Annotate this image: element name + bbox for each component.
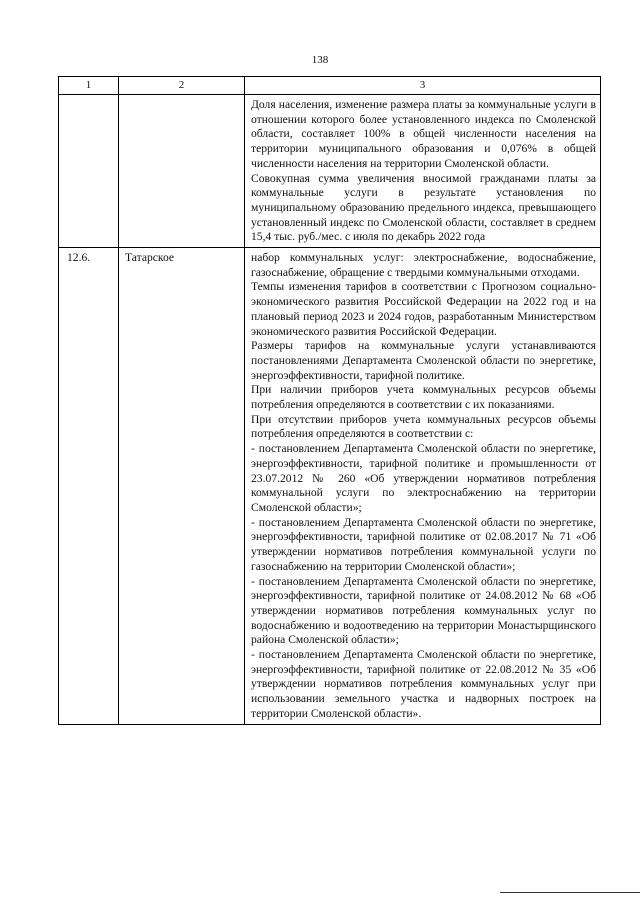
row-name-cell: Татарское: [119, 248, 245, 725]
page-number: 138: [311, 54, 329, 66]
scan-edge-line: [500, 892, 640, 893]
column-header-2: 2: [119, 77, 245, 95]
paragraph: Темпы изменения тарифов в соответствии с Прогнозом социально-экономического развития Российской Федерации на 2022 год и на плановый период 2023 и 2024 годов, разработанным Министерством экономического развития Российской Федерации.: [251, 280, 596, 338]
row-name-cell: [119, 95, 245, 248]
row-number-cell: 12.6.: [59, 248, 119, 725]
list-item: - постановлением Департамента Смоленской области по энергетике, энергоэффективности, тарифной политике от 02.08.2017 № 71 «Об утверждении нормативов потребления коммунальной услуги по газоснабжению на территории Смоленской области»;: [251, 515, 596, 573]
paragraph: При отсутствии приборов учета коммунальных ресурсов объемы потребления определяются в соответствии с:: [251, 412, 596, 441]
paragraph: При наличии приборов учета коммунальных ресурсов объемы потребления определяются в соответствии с их показаниями.: [251, 383, 596, 412]
row-description-cell: [245, 95, 601, 248]
list-item: - постановлением Департамента Смоленской области по энергетике, энергоэффективности, тарифной политике от 22.08.2012 № 35 «Об утверждении нормативов потребления коммунальных услуг при использовании земельного участка и надворных построек на территории Смоленской области».: [251, 648, 596, 720]
column-header-3: 3: [245, 77, 601, 95]
paragraph: Совокупная сумма увеличения вносимой гражданами платы за коммунальные услуги в результате установления по муниципальному образованию предельного индекса, превышающего установленный индекс по Смоленской области, составляет в среднем 15,4 тыс. руб./мес. с июля по декабрь 2022 года: [251, 171, 596, 244]
table-header-row: [59, 77, 601, 95]
column-header-1: 1: [59, 77, 119, 95]
paragraph: набор коммунальных услуг: электроснабжение, водоснабжение, газоснабжение, обращение с твердыми коммунальными отходами.: [251, 251, 596, 279]
document-table: [58, 76, 601, 725]
table-row: [59, 248, 601, 725]
row-number-cell: [59, 95, 119, 248]
list-item: - постановлением Департамента Смоленской области по энергетике, энергоэффективности, тарифной политике от 24.08.2012 № 68 «Об утверждении нормативов потребления коммунальных услуг по водоснабжению и водоотведению на территории Монастырщинского района Смоленской области»;: [251, 574, 596, 647]
paragraph: Размеры тарифов на коммунальные услуги устанавливаются постановлениями Департамента Смоленской области по энергетике, энергоэффективности, тарифной политике.: [251, 339, 596, 382]
paragraph: Доля населения, изменение размера платы за коммунальные услуги в отношении которого более установленного индекса по Смоленской области, составляет 100% в общей численности населения на территории муниципального образования и 0,076% в общей численности населения на территории Смоленской области.: [251, 98, 596, 170]
list-item: - постановлением Департамента Смоленской области по энергетике, энергоэффективности, тарифной политике и промышленности от 23.07.2012 № 260 «Об утверждении нормативов потребления коммунальной услуги по электроснабжению на территории Смоленской области»;: [251, 442, 596, 514]
table-row: [59, 95, 601, 248]
row-description-cell: [245, 248, 601, 725]
